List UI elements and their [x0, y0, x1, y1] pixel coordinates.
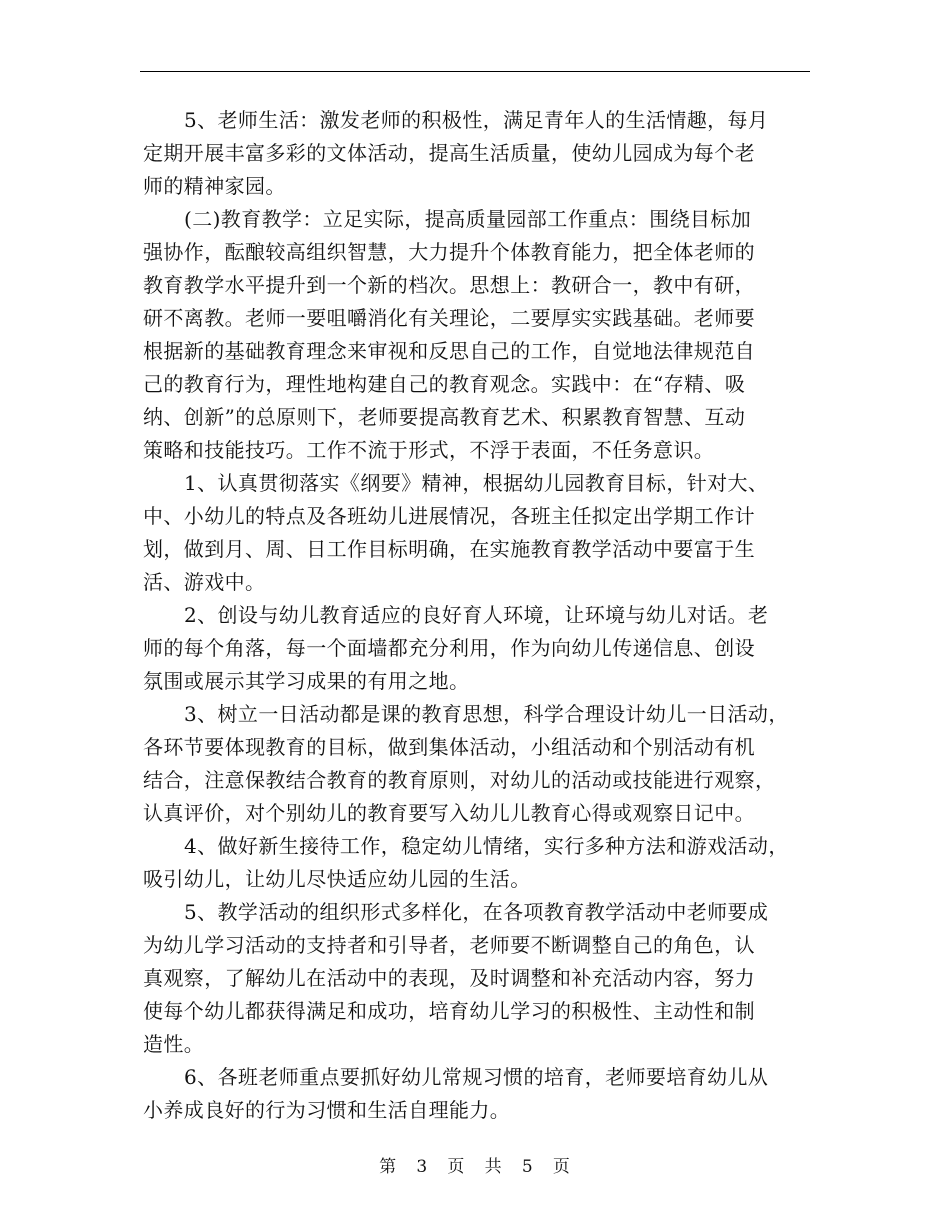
text-line: 纳、创新”的总原则下，老师要提高教育艺术、积累教育智慧、互动	[143, 405, 746, 429]
text-line: 定期开展丰富多彩的文体活动，提高生活质量，使幼儿园成为每个老	[143, 141, 755, 165]
text-line: 6、各班老师重点要抓好幼儿常规习惯的培育，老师要培育幼儿从	[184, 1065, 769, 1089]
header-rule	[140, 71, 810, 72]
text-line: 划，做到月、周、日工作目标明确，在实施教育教学活动中要富于生	[143, 537, 755, 561]
paragraph-teacher-life	[143, 104, 813, 203]
paragraph-education-teaching	[143, 203, 813, 467]
text-line: 师的每个角落，每一个面墙都充分利用，作为向幼儿传递信息、创设	[143, 636, 755, 660]
text-line: 使每个幼儿都获得满足和成功，培育幼儿学习的积极性、主动性和制	[143, 999, 755, 1023]
text-line: (二)教育教学：立足实际，提高质量园部工作重点：围绕目标加	[184, 207, 752, 231]
text-line: 小养成良好的行为习惯和生活自理能力。	[143, 1098, 511, 1122]
text-line: 5、教学活动的组织形式多样化，在各项教育教学活动中老师要成	[184, 900, 769, 924]
document-body	[143, 104, 813, 1127]
paragraph-item-6	[143, 1061, 813, 1127]
paragraph-item-5	[143, 896, 813, 1061]
text-line: 中、小幼儿的特点及各班幼儿进展情况，各班主任拟定出学期工作计	[143, 504, 755, 528]
text-line: 教育教学水平提升到一个新的档次。思想上：教研合一，教中有研，	[143, 273, 755, 297]
paragraph-item-4	[143, 830, 813, 896]
text-line: 2、创设与幼儿教育适应的良好育人环境，让环境与幼儿对话。老	[184, 603, 769, 627]
text-line: 5、老师生活：激发老师的积极性，满足青年人的生活情趣，每月	[184, 108, 769, 132]
text-line: 根据新的基础教育理念来审视和反思自己的工作，自觉地法律规范自	[143, 339, 755, 363]
text-line: 氛围或展示其学习成果的有用之地。	[143, 669, 470, 693]
current-page-number: 3	[416, 1157, 429, 1177]
text-line: 结合，注意保教结合教育的教育原则，对幼儿的活动或技能进行观察，	[143, 768, 776, 792]
paragraph-item-1	[143, 467, 813, 599]
page-footer	[0, 1152, 950, 1177]
text-line: 研不离教。老师一要咀嚼消化有关理论，二要厚实实践基础。老师要	[143, 306, 755, 330]
text-line: 4、做好新生接待工作，稳定幼儿情绪，实行多种方法和游戏活动，	[184, 834, 789, 858]
text-line: 为幼儿学习活动的支持者和引导者，老师要不断调整自己的角色，认	[143, 933, 755, 957]
text-line: 师的精神家园。	[143, 174, 286, 198]
text-line: 认真评价，对个别幼儿的教育要写入幼儿儿教育心得或观察日记中。	[143, 801, 755, 825]
text-line: 1、认真贯彻落实《纲要》精神，根据幼儿园教育目标，针对大、	[184, 471, 769, 495]
text-line: 3、树立一日活动都是课的教育思想，科学合理设计幼儿一日活动，	[184, 702, 789, 726]
text-line: 活、游戏中。	[143, 570, 266, 594]
text-line: 强协作，酝酿较高组织智慧，大力提升个体教育能力，把全体老师的	[143, 240, 755, 264]
text-line: 各环节要体现教育的目标，做到集体活动，小组活动和个别活动有机	[143, 735, 755, 759]
footer-label: 页	[447, 1157, 466, 1177]
paragraph-item-3	[143, 698, 813, 830]
paragraph-item-2	[143, 599, 813, 698]
text-line: 造性。	[143, 1032, 205, 1056]
text-line: 吸引幼儿，让幼儿尽快适应幼儿园的生活。	[143, 867, 531, 891]
text-line: 己的教育行为，理性地构建自己的教育观念。实践中：在“存精、吸	[143, 372, 746, 396]
text-line: 策略和技能技巧。工作不流于形式，不浮于表面，不任务意识。	[143, 438, 715, 462]
text-line: 真观察，了解幼儿在活动中的表现，及时调整和补充活动内容，努力	[143, 966, 755, 990]
footer-label: 页	[552, 1157, 571, 1177]
total-pages-number: 5	[521, 1157, 534, 1177]
footer-label: 共	[484, 1157, 503, 1177]
footer-label: 第	[379, 1157, 398, 1177]
